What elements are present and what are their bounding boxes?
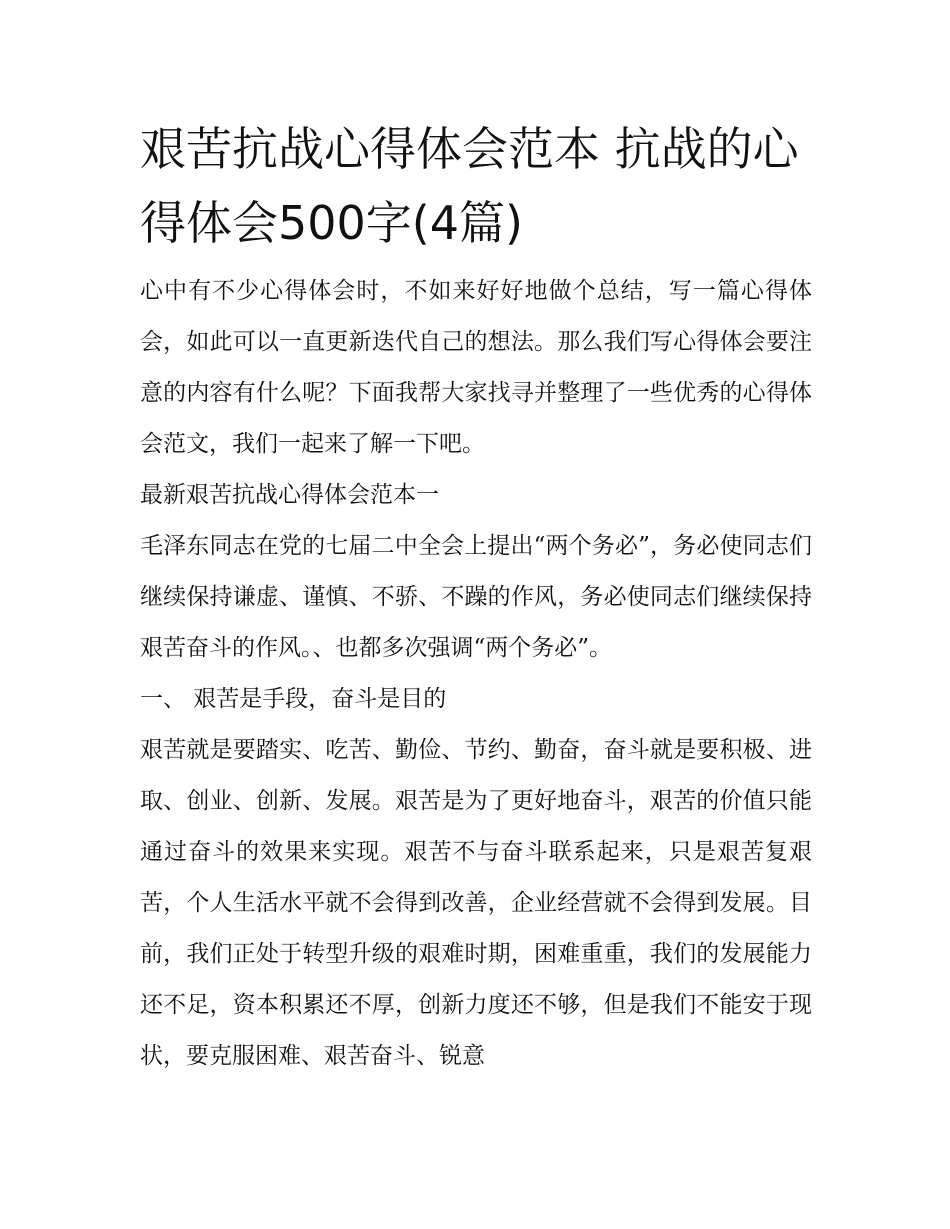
document-title: 艰苦抗战心得体会范本 抗战的心得体会500字(4篇) — [140, 122, 799, 250]
intro-paragraph: 心中有不少心得体会时，不如来好好地做个总结，写一篇心得体会，如此可以一直更新迭代自己的想法。那么我们写心得体会要注意的内容有什么呢？下面我帮大家找寻并整理了一些优秀的心得体会范文，我们一起来了解一下吧。 — [140, 278, 812, 457]
body-paragraph: 毛泽东同志在党的七届二中全会上提出“两个务必”，务必使同志们继续保持谦虚、谨慎、不骄、不躁的作风，务必使同志们继续保持艰苦奋斗的作风。、也都多次强调“两个务必”。 — [140, 533, 812, 661]
section-heading-sample-one: 最新艰苦抗战心得体会范本一 — [140, 482, 439, 508]
body-paragraph: 艰苦就是要踏实、吃苦、勤俭、节约、勤奋，奋斗就是要积极、进取、创业、创新、发展。艰苦是为了更好地奋斗，艰苦的价值只能通过奋斗的效果来实现。艰苦不与奋斗联系起来，只是艰苦复艰苦，个人生活水平就不会得到改善，企业经营就不会得到发展。目前，我们正处于转型升级的艰难时期，困难重重，我们的发展能力还不足，资本积累还不厚，创新力度还不够，但是我们不能安于现状，要克服困难、艰苦奋斗、锐意 — [140, 737, 812, 1069]
subheading-one: 一、 艰苦是手段，奋斗是目的 — [140, 686, 447, 712]
document-page — [140, 112, 812, 1082]
